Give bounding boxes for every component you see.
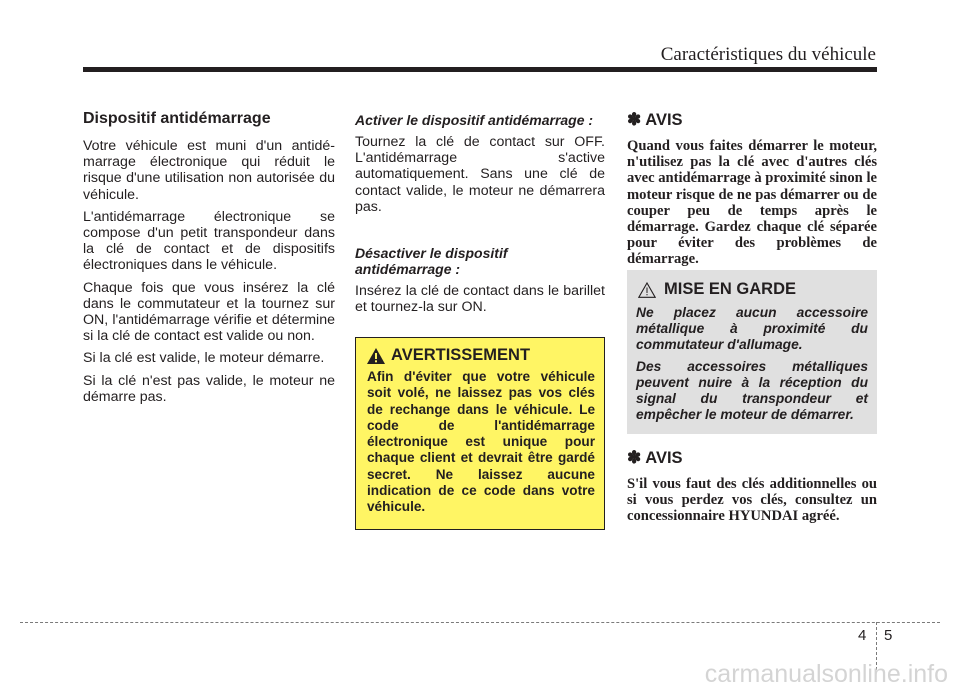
deactivate-text: Insérez la clé de contact dans le barillet et tournez-la sur ON.: [355, 283, 605, 316]
section-heading: Dispositif antidémarrage: [83, 110, 271, 127]
avis-header: [627, 110, 877, 130]
header-rule: [83, 67, 877, 72]
warning-text: Afin d'éviter que votre véhicule soit volé, ne laissez pas vos clés de rechange dans le véhicule. Le code de l'antidémarrage électronique est unique pour chaque client et devrait être gardé secret. Ne laissez aucune indication de ce code dans votre véhicule.: [367, 369, 595, 515]
caution-header: [636, 280, 868, 299]
paragraph: Votre véhicule est muni d'un antidé-marrage électronique qui réduit le risque d'une utilisation non autorisée du véhicule.: [83, 138, 335, 203]
avis-text: Quand vous faites démarrer le moteur, n'utilisez pas la clé avec d'autres clés avec antidémarrage à proximité sinon le moteur risque de ne pas démarrer ou de couper peu de temps après le démarrage. Gardez chaque clé séparée pour éviter des problèmes de démarrage.: [627, 138, 877, 268]
activate-heading: Activer le dispositif antidémarrage :: [355, 112, 594, 128]
paragraph: Chaque fois que vous insérez la clé dans le commutateur et la tournez sur ON, l'antidémarrage vérifie et détermine si la clé de contact est valide ou non.: [83, 279, 335, 345]
deactivate-heading: Désactiver le dispositif antidémarrage :: [355, 245, 508, 278]
asterisk-icon: ✽: [627, 448, 642, 467]
column-activation: [355, 112, 605, 321]
caution-title: MISE EN GARDE: [664, 280, 797, 298]
warning-header: [367, 346, 595, 365]
asterisk-icon: ✽: [627, 110, 642, 129]
caution-box: [627, 270, 877, 434]
column-notices: [627, 110, 877, 268]
warning-triangle-icon: [367, 348, 385, 364]
caution-text: Ne placez aucun accessoire métallique à proximité du commutateur d'allumage.: [636, 305, 868, 353]
avis-notice-2: [627, 448, 877, 525]
page-header-title: Caractéristiques du véhicule: [660, 44, 876, 65]
column-immobilizer: [83, 110, 335, 411]
footer-dashed-rule: [20, 622, 940, 623]
avis-header: [627, 448, 877, 468]
avis-text: S'il vous faut des clés additionnelles ou si vous perdez vos clés, consultez un concessionnaire HYUNDAI agréé.: [627, 476, 877, 525]
caution-triangle-icon: [638, 282, 656, 298]
warning-box: [355, 337, 605, 530]
paragraph: L'antidémarrage électronique se compose d'un petit transpondeur dans la clé de contact et de dispositifs électroniques dans le véhicule.: [83, 208, 335, 274]
avis-title: AVIS: [645, 448, 683, 467]
spacer: [355, 221, 605, 245]
caution-text: Des accessoires métalliques peuvent nuire à la réception du signal du transpondeur et empêcher le moteur de démarrer.: [636, 358, 868, 423]
avis-title: AVIS: [645, 110, 683, 129]
activate-text: Tournez la clé de contact sur OFF. L'antidémarrage s'active automatiquement. Sans une clé de contact valide, le moteur ne démarrera pas.: [355, 134, 605, 215]
page-number: 5: [884, 627, 893, 644]
paragraph: Si la clé est valide, le moteur démarre.: [83, 350, 325, 367]
warning-title: AVERTISSEMENT: [391, 346, 531, 364]
watermark: carmanualsonline.info: [704, 660, 948, 688]
paragraph: Si la clé n'est pas valide, le moteur ne démarre pas.: [83, 372, 335, 405]
chapter-number: 4: [858, 627, 867, 644]
